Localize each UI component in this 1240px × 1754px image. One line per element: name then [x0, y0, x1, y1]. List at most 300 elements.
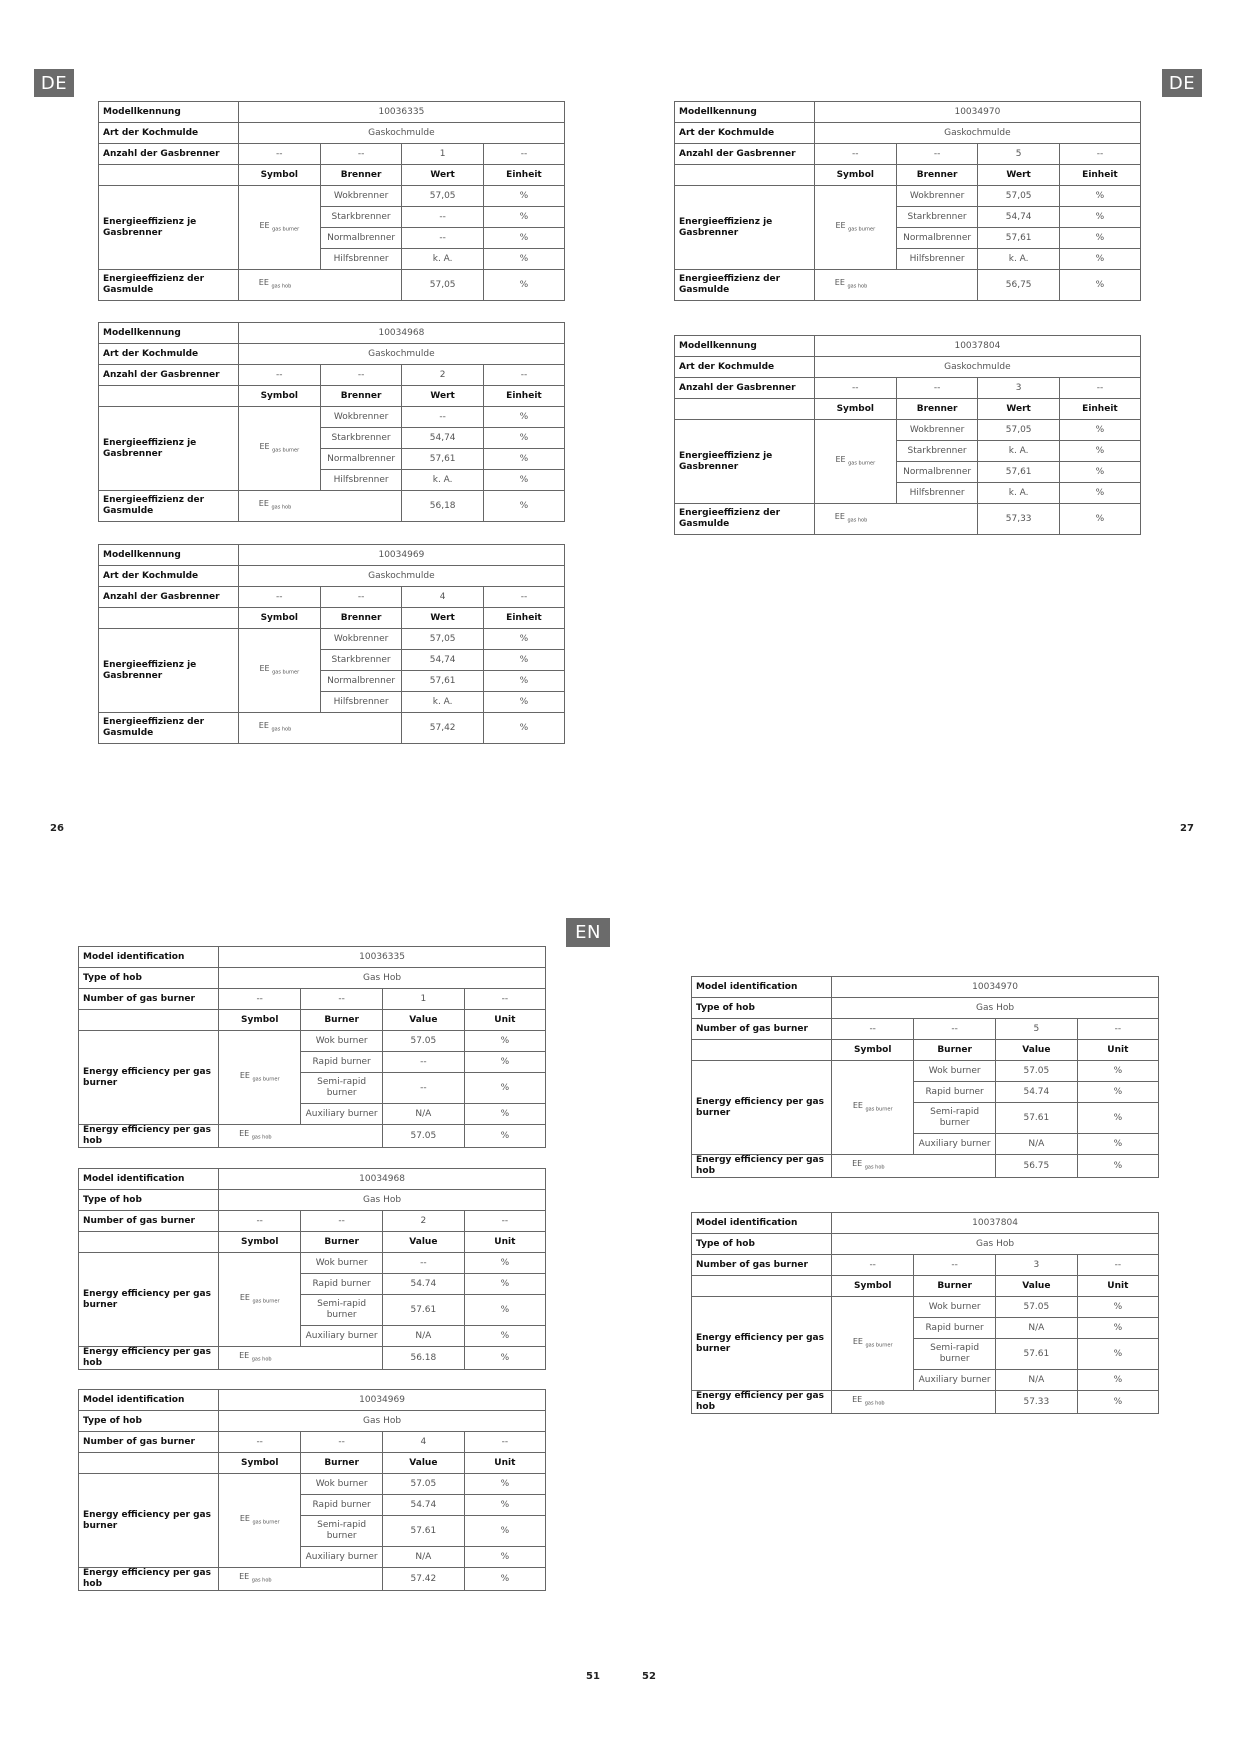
burner-name: Semi-rapid burner: [914, 1339, 996, 1370]
table-row: [79, 1232, 546, 1253]
table-row: [675, 399, 1141, 420]
burner-name: Rapid burner: [914, 1082, 996, 1103]
burner-efficiency-value: k. A.: [402, 470, 484, 491]
header-burner: Burner: [301, 1232, 383, 1253]
symbol-subscript: gas hob: [251, 1356, 272, 1363]
header-unit: Unit: [464, 1010, 545, 1031]
symbol-subscript: gas hob: [271, 283, 292, 290]
hob-type-value: Gas Hob: [219, 1411, 546, 1432]
energy-efficiency-table: [674, 335, 1141, 535]
symbol-subscript: gas burner: [272, 669, 300, 676]
energy-efficiency-table: [674, 101, 1141, 301]
burner-name: Normalbrenner: [320, 671, 402, 692]
table-row: [79, 1432, 546, 1453]
unit-percent: %: [483, 249, 564, 270]
table-row: [675, 336, 1141, 357]
burner-count-value: 2: [383, 1211, 465, 1232]
burner-count-label: Number of gas burner: [692, 1255, 832, 1276]
header-symbol: Symbol: [832, 1040, 914, 1061]
burner-name: Wok burner: [301, 1253, 383, 1274]
unit-percent: %: [464, 1125, 545, 1148]
header-unit: Unit: [464, 1453, 545, 1474]
burner-count-label: Number of gas burner: [79, 1211, 219, 1232]
table-row: [692, 1255, 1159, 1276]
hob-type-value: Gas Hob: [219, 1190, 546, 1211]
symbol-main: EE: [239, 1292, 250, 1302]
energy-efficiency-table: [78, 946, 546, 1148]
burner-name: Auxiliary burner: [914, 1370, 996, 1391]
unit-percent: %: [483, 491, 564, 522]
unit-percent: %: [464, 1326, 545, 1347]
model-label: Model identification: [79, 1390, 219, 1411]
burner-efficiency-value: 57.05: [996, 1061, 1078, 1082]
unit-percent: %: [1077, 1103, 1158, 1134]
burner-name: Wokbrenner: [896, 420, 978, 441]
table-row: [79, 989, 546, 1010]
burner-efficiency-value: 54,74: [978, 207, 1060, 228]
unit-percent: %: [464, 1347, 545, 1370]
ee-per-burner-label: Energy efficiency per gas burner: [692, 1297, 832, 1391]
empty-cell: --: [301, 1211, 383, 1232]
table-row: [99, 365, 565, 386]
symbol-main: EE: [835, 220, 846, 230]
empty-cell: [692, 1276, 832, 1297]
symbol-main: EE: [852, 1336, 863, 1346]
symbol-main: EE: [852, 1100, 863, 1110]
burner-count-label: Anzahl der Gasbrenner: [675, 378, 815, 399]
table-row: [99, 102, 565, 123]
unit-percent: %: [483, 449, 564, 470]
hob-type-value: Gaskochmulde: [814, 357, 1140, 378]
table-row: [692, 1276, 1159, 1297]
model-label: Modellkennung: [99, 323, 239, 344]
table-row: [99, 491, 565, 522]
burner-efficiency-value: 57,61: [402, 449, 484, 470]
ee-hob-symbol: [238, 713, 402, 744]
burner-count-label: Number of gas burner: [79, 989, 219, 1010]
ee-per-burner-label: Energy efficiency per gas burner: [79, 1253, 219, 1347]
unit-percent: %: [1059, 249, 1140, 270]
table-row: [675, 420, 1141, 441]
language-badge-de: DE: [1162, 69, 1202, 97]
table-row: [675, 378, 1141, 399]
unit-percent: %: [1077, 1318, 1158, 1339]
ee-burner-symbol: [238, 629, 320, 713]
header-symbol: Symbol: [814, 399, 896, 420]
page-number: 27: [1180, 823, 1194, 834]
table-row: [79, 1010, 546, 1031]
symbol-subscript: gas burner: [865, 1342, 893, 1349]
hob-efficiency-value: 56,75: [978, 270, 1060, 301]
symbol-main: EE: [258, 499, 269, 509]
burner-name: Starkbrenner: [896, 207, 978, 228]
energy-efficiency-table: [98, 544, 565, 744]
empty-cell: --: [832, 1019, 914, 1040]
unit-percent: %: [464, 1274, 545, 1295]
ee-burner-symbol: [814, 186, 896, 270]
burner-count-value: 3: [978, 378, 1060, 399]
hob-type-value: Gas Hob: [832, 998, 1159, 1019]
burner-efficiency-value: 54.74: [996, 1082, 1078, 1103]
ee-hob-symbol: [832, 1155, 996, 1178]
unit-percent: %: [1077, 1297, 1158, 1318]
hob-type-label: Type of hob: [79, 1411, 219, 1432]
hob-type-value: Gaskochmulde: [814, 123, 1140, 144]
burner-efficiency-value: N/A: [996, 1318, 1078, 1339]
header-value: Value: [383, 1010, 465, 1031]
ee-burner-symbol: [832, 1061, 914, 1155]
table-row: [79, 947, 546, 968]
ee-per-burner-label: Energieeffizienz je Gasbrenner: [675, 186, 815, 270]
ee-hob-label: Energieeffizienz der Gasmulde: [99, 270, 239, 301]
table-row: [79, 1031, 546, 1052]
hob-type-label: Art der Kochmulde: [675, 357, 815, 378]
burner-count-value: 4: [402, 587, 484, 608]
table-row: [675, 144, 1141, 165]
hob-type-label: Art der Kochmulde: [99, 344, 239, 365]
table-row: [79, 968, 546, 989]
table-row: [692, 1297, 1159, 1318]
ee-hob-symbol: [832, 1391, 996, 1414]
burner-name: Rapid burner: [914, 1318, 996, 1339]
table-row: [79, 1390, 546, 1411]
symbol-main: EE: [834, 278, 845, 288]
header-value: Wert: [978, 165, 1060, 186]
hob-efficiency-value: 57,42: [402, 713, 484, 744]
burner-efficiency-value: 57,05: [402, 629, 484, 650]
hob-type-label: Type of hob: [79, 1190, 219, 1211]
model-label: Model identification: [692, 977, 832, 998]
symbol-main: EE: [239, 1351, 250, 1361]
symbol-subscript: gas hob: [864, 1400, 885, 1407]
table-row: [79, 1253, 546, 1274]
burner-efficiency-value: 57.05: [383, 1031, 465, 1052]
header-symbol: Symbol: [238, 608, 320, 629]
symbol-subscript: gas burner: [865, 1106, 893, 1113]
ee-hob-label: Energy efficiency per gas hob: [692, 1155, 832, 1178]
hob-type-value: Gas Hob: [219, 968, 546, 989]
table-row: [79, 1453, 546, 1474]
burner-efficiency-value: 57.61: [996, 1103, 1078, 1134]
unit-percent: %: [464, 1547, 545, 1568]
unit-percent: %: [1059, 186, 1140, 207]
table-row: [99, 123, 565, 144]
empty-cell: --: [320, 587, 402, 608]
table-row: [675, 186, 1141, 207]
unit-percent: %: [464, 1031, 545, 1052]
header-value: Value: [996, 1276, 1078, 1297]
table-row: [79, 1568, 546, 1591]
hob-type-label: Type of hob: [692, 998, 832, 1019]
unit-percent: %: [1059, 207, 1140, 228]
unit-percent: %: [483, 713, 564, 744]
unit-percent: %: [464, 1474, 545, 1495]
burner-efficiency-value: N/A: [996, 1134, 1078, 1155]
empty-cell: --: [832, 1255, 914, 1276]
model-label: Modellkennung: [675, 102, 815, 123]
burner-efficiency-value: k. A.: [978, 249, 1060, 270]
unit-percent: %: [464, 1052, 545, 1073]
header-value: Wert: [402, 608, 484, 629]
header-value: Value: [996, 1040, 1078, 1061]
burner-count-value: 1: [383, 989, 465, 1010]
symbol-subscript: gas burner: [252, 1519, 280, 1526]
header-value: Value: [383, 1453, 465, 1474]
unit-percent: %: [464, 1253, 545, 1274]
burner-efficiency-value: N/A: [383, 1547, 465, 1568]
hob-type-label: Art der Kochmulde: [99, 123, 239, 144]
burner-name: Auxiliary burner: [301, 1547, 383, 1568]
empty-cell: --: [483, 587, 564, 608]
header-value: Wert: [978, 399, 1060, 420]
model-id: 10034969: [238, 545, 564, 566]
page-number: 52: [642, 1671, 656, 1682]
empty-cell: --: [814, 378, 896, 399]
burner-name: Wok burner: [301, 1031, 383, 1052]
symbol-subscript: gas hob: [847, 283, 868, 290]
symbol-main: EE: [239, 1513, 250, 1523]
burner-name: Semi-rapid burner: [914, 1103, 996, 1134]
hob-type-value: Gaskochmulde: [238, 344, 564, 365]
ee-hob-symbol: [238, 491, 402, 522]
unit-percent: %: [483, 629, 564, 650]
unit-percent: %: [1077, 1391, 1158, 1414]
header-symbol: Symbol: [238, 386, 320, 407]
burner-efficiency-value: 54,74: [402, 428, 484, 449]
ee-per-burner-label: Energieeffizienz je Gasbrenner: [675, 420, 815, 504]
empty-cell: --: [483, 144, 564, 165]
empty-cell: --: [238, 587, 320, 608]
ee-burner-symbol: [219, 1474, 301, 1568]
burner-name: Wokbrenner: [320, 407, 402, 428]
burner-efficiency-value: k. A.: [402, 692, 484, 713]
ee-per-burner-label: Energy efficiency per gas burner: [79, 1031, 219, 1125]
ee-per-burner-label: Energy efficiency per gas burner: [692, 1061, 832, 1155]
symbol-main: EE: [259, 441, 270, 451]
header-unit: Einheit: [1059, 399, 1140, 420]
table-row: [692, 1040, 1159, 1061]
table-row: [675, 270, 1141, 301]
table-row: [79, 1125, 546, 1148]
unit-percent: %: [1077, 1134, 1158, 1155]
burner-name: Normalbrenner: [896, 462, 978, 483]
burner-count-value: 5: [996, 1019, 1078, 1040]
unit-percent: %: [483, 407, 564, 428]
empty-cell: --: [238, 144, 320, 165]
empty-cell: --: [1077, 1255, 1158, 1276]
unit-percent: %: [1077, 1155, 1158, 1178]
table-row: [692, 1213, 1159, 1234]
header-value: Wert: [402, 386, 484, 407]
table-row: [692, 998, 1159, 1019]
empty-cell: --: [1059, 144, 1140, 165]
burner-efficiency-value: --: [383, 1073, 465, 1104]
burner-name: Wok burner: [914, 1297, 996, 1318]
symbol-subscript: gas hob: [251, 1577, 272, 1584]
burner-efficiency-value: N/A: [996, 1370, 1078, 1391]
table-row: [79, 1474, 546, 1495]
burner-efficiency-value: 54,74: [402, 650, 484, 671]
header-unit: Einheit: [483, 165, 564, 186]
table-row: [675, 504, 1141, 535]
hob-efficiency-value: 57.05: [383, 1125, 465, 1148]
unit-percent: %: [1059, 483, 1140, 504]
empty-cell: --: [814, 144, 896, 165]
hob-efficiency-value: 56.75: [996, 1155, 1078, 1178]
symbol-subscript: gas hob: [271, 726, 292, 733]
burner-efficiency-value: --: [402, 207, 484, 228]
ee-hob-symbol: [219, 1347, 383, 1370]
header-burner: Burner: [914, 1040, 996, 1061]
unit-percent: %: [1059, 462, 1140, 483]
model-label: Modellkennung: [99, 545, 239, 566]
empty-cell: [675, 399, 815, 420]
empty-cell: [99, 386, 239, 407]
hob-type-value: Gaskochmulde: [238, 123, 564, 144]
ee-hob-label: Energy efficiency per gas hob: [79, 1125, 219, 1148]
model-id: 10034970: [814, 102, 1140, 123]
burner-efficiency-value: k. A.: [402, 249, 484, 270]
burner-efficiency-value: --: [402, 407, 484, 428]
header-value: Wert: [402, 165, 484, 186]
symbol-subscript: gas hob: [271, 504, 292, 511]
unit-percent: %: [483, 207, 564, 228]
header-unit: Unit: [1077, 1040, 1158, 1061]
model-label: Modellkennung: [675, 336, 815, 357]
ee-burner-symbol: [814, 420, 896, 504]
energy-efficiency-table: [691, 1212, 1159, 1414]
empty-cell: [79, 1232, 219, 1253]
burner-efficiency-value: 57.61: [383, 1516, 465, 1547]
header-burner: Brenner: [896, 399, 978, 420]
empty-cell: --: [219, 1432, 301, 1453]
unit-percent: %: [1077, 1082, 1158, 1103]
unit-percent: %: [464, 1568, 545, 1591]
empty-cell: [99, 165, 239, 186]
burner-efficiency-value: 57,61: [402, 671, 484, 692]
burner-name: Wokbrenner: [896, 186, 978, 207]
table-row: [79, 1169, 546, 1190]
symbol-subscript: gas burner: [848, 460, 876, 467]
burner-name: Semi-rapid burner: [301, 1073, 383, 1104]
unit-percent: %: [464, 1516, 545, 1547]
burner-efficiency-value: --: [402, 228, 484, 249]
model-id: 10034968: [238, 323, 564, 344]
symbol-subscript: gas hob: [847, 517, 868, 524]
empty-cell: --: [1059, 378, 1140, 399]
energy-efficiency-table: [78, 1168, 546, 1370]
empty-cell: --: [464, 989, 545, 1010]
table-row: [692, 977, 1159, 998]
unit-percent: %: [483, 270, 564, 301]
table-row: [99, 608, 565, 629]
empty-cell: --: [238, 365, 320, 386]
burner-efficiency-value: 57.61: [996, 1339, 1078, 1370]
burner-name: Hilfsbrenner: [896, 483, 978, 504]
ee-hob-symbol: [219, 1568, 383, 1591]
hob-type-value: Gaskochmulde: [238, 566, 564, 587]
burner-count-value: 1: [402, 144, 484, 165]
language-badge-en: EN: [566, 918, 610, 947]
burner-efficiency-value: k. A.: [978, 483, 1060, 504]
burner-name: Hilfsbrenner: [320, 470, 402, 491]
unit-percent: %: [483, 428, 564, 449]
table-row: [99, 144, 565, 165]
table-row: [99, 545, 565, 566]
header-unit: Einheit: [483, 608, 564, 629]
model-id: 10037804: [814, 336, 1140, 357]
burner-efficiency-value: 57,61: [978, 228, 1060, 249]
hob-efficiency-value: 57,05: [402, 270, 484, 301]
energy-efficiency-table: [78, 1389, 546, 1591]
empty-cell: --: [896, 378, 978, 399]
header-burner: Brenner: [320, 165, 402, 186]
empty-cell: [692, 1040, 832, 1061]
burner-name: Starkbrenner: [320, 650, 402, 671]
unit-percent: %: [483, 650, 564, 671]
page-number: 51: [586, 1671, 600, 1682]
burner-efficiency-value: 54.74: [383, 1495, 465, 1516]
empty-cell: --: [896, 144, 978, 165]
empty-cell: [79, 1453, 219, 1474]
energy-efficiency-table: [691, 976, 1159, 1178]
unit-percent: %: [464, 1104, 545, 1125]
symbol-subscript: gas hob: [251, 1134, 272, 1141]
empty-cell: --: [219, 1211, 301, 1232]
ee-hob-label: Energieeffizienz der Gasmulde: [675, 270, 815, 301]
empty-cell: --: [219, 989, 301, 1010]
header-symbol: Symbol: [814, 165, 896, 186]
table-row: [692, 1391, 1159, 1414]
hob-efficiency-value: 57,33: [978, 504, 1060, 535]
empty-cell: --: [914, 1019, 996, 1040]
model-id: 10034970: [832, 977, 1159, 998]
empty-cell: --: [301, 1432, 383, 1453]
unit-percent: %: [1059, 420, 1140, 441]
burner-name: Wokbrenner: [320, 186, 402, 207]
burner-count-value: 2: [402, 365, 484, 386]
burner-name: Auxiliary burner: [301, 1104, 383, 1125]
ee-burner-symbol: [238, 407, 320, 491]
energy-efficiency-table: [98, 101, 565, 301]
burner-name: Semi-rapid burner: [301, 1516, 383, 1547]
header-burner: Brenner: [320, 608, 402, 629]
symbol-main: EE: [239, 1129, 250, 1139]
table-row: [99, 407, 565, 428]
symbol-subscript: gas burner: [272, 447, 300, 454]
unit-percent: %: [464, 1495, 545, 1516]
ee-burner-symbol: [238, 186, 320, 270]
header-burner: Burner: [301, 1010, 383, 1031]
burner-name: Starkbrenner: [896, 441, 978, 462]
symbol-main: EE: [259, 663, 270, 673]
burner-efficiency-value: N/A: [383, 1326, 465, 1347]
ee-hob-symbol: [219, 1125, 383, 1148]
burner-name: Normalbrenner: [896, 228, 978, 249]
symbol-subscript: gas burner: [252, 1076, 280, 1083]
unit-percent: %: [1077, 1370, 1158, 1391]
symbol-main: EE: [852, 1159, 863, 1169]
empty-cell: --: [464, 1211, 545, 1232]
ee-burner-symbol: [832, 1297, 914, 1391]
header-unit: Unit: [464, 1232, 545, 1253]
burner-name: Hilfsbrenner: [320, 692, 402, 713]
ee-burner-symbol: [219, 1253, 301, 1347]
empty-cell: --: [1077, 1019, 1158, 1040]
ee-per-burner-label: Energy efficiency per gas burner: [79, 1474, 219, 1568]
unit-percent: %: [1059, 228, 1140, 249]
symbol-main: EE: [239, 1572, 250, 1582]
